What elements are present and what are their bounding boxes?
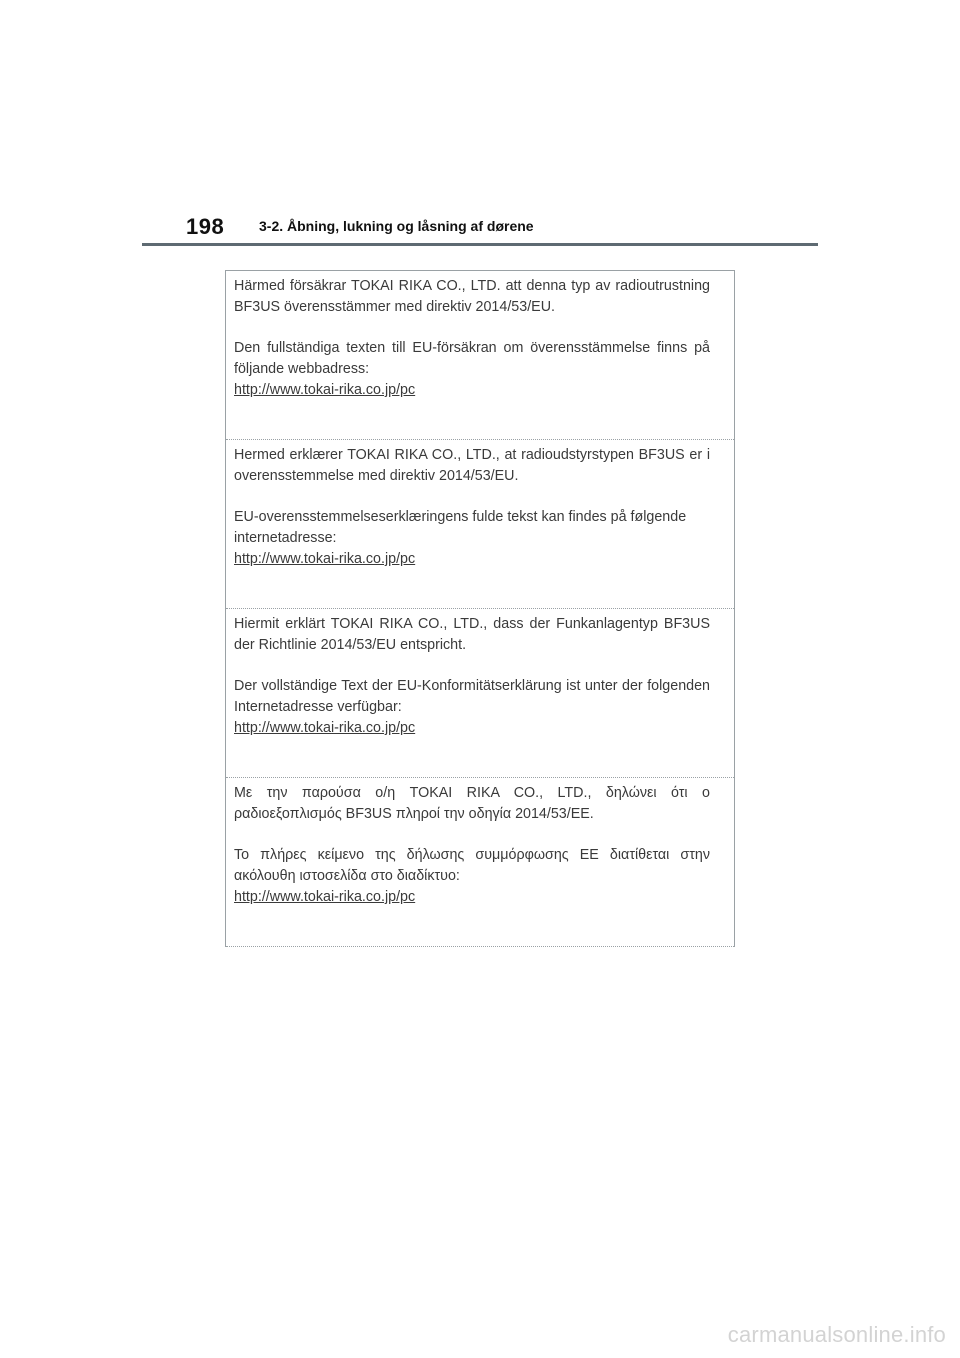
- declarations-box: [225, 270, 735, 947]
- declaration-availability: Το πλήρες κείμενο της δήλωσης συμμόρφωσης ΕΕ διατίθεται στην ακόλουθη ιστοσελίδα στο διαδίκτυο:: [234, 847, 710, 884]
- declaration-statement: Με την παρούσα ο/η TOKAI RIKA CO., LTD., δηλώνει ότι ο ραδιοεξοπλισμός BF3US πληροί την οδηγία 2014/53/ΕΕ.: [234, 785, 710, 822]
- header-divider: [142, 243, 818, 246]
- declaration-statement: Hermed erklærer TOKAI RIKA CO., LTD., at radioudstyrstypen BF3US er i overensstemmelse med direktiv 2014/53/EU.: [234, 447, 710, 484]
- page-header: [0, 0, 960, 246]
- declaration-link[interactable]: http://www.tokai-rika.co.jp/pc: [234, 551, 416, 567]
- page-number: 198: [186, 214, 225, 239]
- declaration-swedish: [226, 271, 734, 440]
- declaration-statement: Hiermit erklärt TOKAI RIKA CO., LTD., dass der Funkanlagentyp BF3US der Richtlinie 2014/53/EU entspricht.: [234, 616, 710, 653]
- watermark: carmanualsonline.info: [727, 1322, 946, 1347]
- declaration-availability: Den fullständiga texten till EU-försäkran om överensstämmelse finns på följande webbadress:: [234, 340, 710, 377]
- declaration-availability: EU-overensstemmelseserklæringens fulde tekst kan findes på følgende internetadresse:: [234, 509, 687, 546]
- declaration-statement: Härmed försäkrar TOKAI RIKA CO., LTD. att denna typ av radioutrustning BF3US överensstämmer med direktiv 2014/53/EU.: [234, 278, 710, 315]
- declaration-danish: [226, 440, 734, 609]
- section-title: 3-2. Åbning, lukning og låsning af dørene: [259, 218, 534, 234]
- declaration-german: [226, 609, 734, 778]
- declaration-availability: Der vollständige Text der EU-Konformitätserklärung ist unter der folgenden Internetadresse verfügbar:: [234, 678, 710, 715]
- declaration-greek: [226, 778, 734, 947]
- declaration-link[interactable]: http://www.tokai-rika.co.jp/pc: [234, 889, 416, 905]
- declaration-link[interactable]: http://www.tokai-rika.co.jp/pc: [234, 382, 416, 398]
- declaration-link[interactable]: http://www.tokai-rika.co.jp/pc: [234, 720, 416, 736]
